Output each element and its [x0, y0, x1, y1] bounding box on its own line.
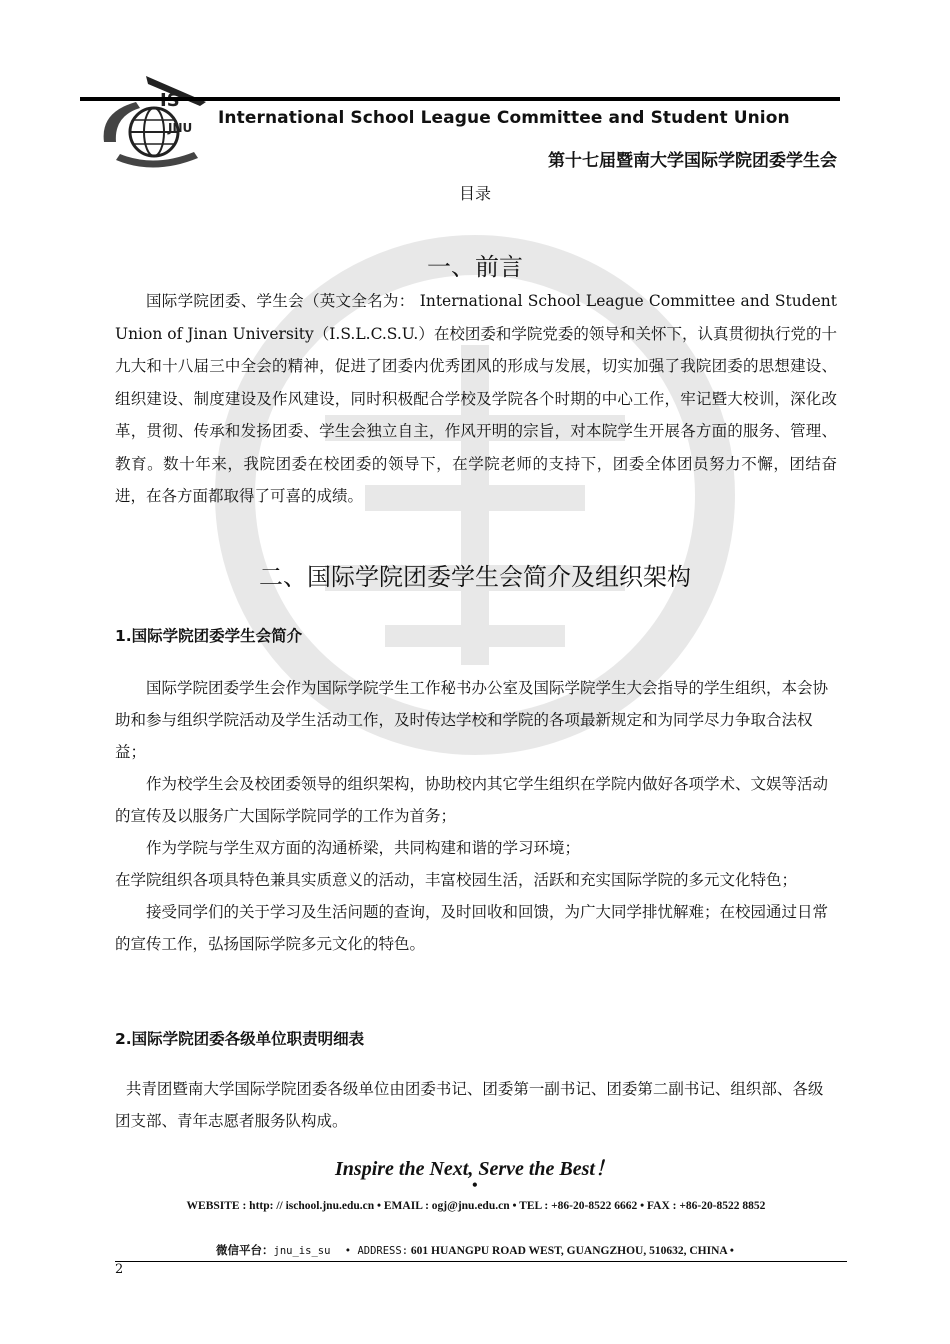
- intro-paragraph-4: 在学院组织各项具特色兼具实质意义的活动，丰富校园生活，活跃和充实国际学院的多元文化特色；: [115, 871, 798, 889]
- preface-body: [115, 285, 837, 513]
- footer-address-line: [0, 1242, 950, 1258]
- footer-contact: WEBSITE : http: // ischool.jnu.edu.cn • EMAIL : ogj@jnu.edu.cn • TEL : +86-20-8522 6662 • FAX : +86-20-8522 8852: [186, 1200, 766, 1212]
- duties-paragraph: 共青团暨南大学国际学院团委各级单位由团委书记、团委第一副书记、团委第二副书记、组织部、各级团支部、青年志愿者服务队构成。: [115, 1080, 824, 1130]
- intro-paragraph-1: 国际学院团委学生会作为国际学院学生工作秘书办公室及国际学院学生大会指导的学生组织，本会协助和参与组织学院活动及学生活动工作，及时传达学校和学院的各项最新规定和为同学尽力争取合法权益；: [115, 679, 829, 761]
- svg-text:JNU: JNU: [168, 121, 193, 135]
- address-label: • ADDRESS:: [344, 1245, 409, 1257]
- wechat-label: 微信平台：: [216, 1245, 274, 1257]
- header-title-cn: 第十七届暨南大学国际学院团委学生会: [548, 151, 837, 171]
- footer-slogan: Inspire the Next, Serve the Best！: [335, 1158, 615, 1180]
- toc-label: 目录: [458, 184, 491, 203]
- duties-subheading: 2.国际学院团委各级单位职责明细表: [115, 1030, 365, 1048]
- intro-body: [115, 672, 837, 960]
- duties-body: [115, 1073, 837, 1137]
- intro-paragraph-2: 作为校学生会及校团委领导的组织架构，协助校内其它学生组织在学院内做好各项学术、文娱等活动的宣传及以服务广大国际学院同学的工作为首务；: [115, 775, 829, 825]
- header-title-en: International School League Committee and Student Union: [218, 108, 790, 128]
- intro-subheading: 1.国际学院团委学生会简介: [115, 627, 303, 645]
- preface-heading: 一、前言: [427, 253, 523, 281]
- wechat-id: jnu_is_su: [273, 1245, 331, 1257]
- header-rule: [80, 97, 840, 101]
- isjnu-logo: [96, 72, 218, 174]
- page-number: 2: [115, 1262, 124, 1277]
- intro-paragraph-5: 接受同学们的关于学习及生活问题的查询，及时回收和回馈，为广大同学排忧解难；在校园通过日常的宣传工作，弘扬国际学院多元文化的特色。: [115, 903, 829, 953]
- footer-divider-dot: •: [471, 1178, 479, 1192]
- intro-heading: 二、国际学院团委学生会简介及组织架构: [259, 563, 691, 591]
- intro-paragraph-3: 作为学院与学生双方面的沟通桥梁，共同构建和谐的学习环境；: [146, 839, 581, 857]
- address-text: 601 HUANGPU ROAD WEST, GUANGZHOU, 510632, CHINA •: [410, 1245, 734, 1257]
- footer-rule: [115, 1261, 847, 1262]
- preface-paragraph: 国际学院团委、学生会（英文全名为： International School League Committee and Student Union of Jinan University（I.S.L.C.S.U.）在校团委和学院党委的领导和关怀下，认真贯彻执行党的十九大和十八届三中全会的精神，促进了团委内优秀团风的形成与发展，切实加强了我院团委的思想建设、组织建设、制度建设及作风建设，同时积极配合学校及学院各个时期的中心工作，牢记暨大校训，深化改革，贯彻、传承和发扬团委、学生会独立自主，作风开明的宗旨，对本院学生开展各方面的服务、管理、教育。数十年来，我院团委在校团委的领导下，在学院老师的支持下，团委全体团员努力不懈，团结奋进，在各方面都取得了可喜的成绩。: [115, 292, 837, 505]
